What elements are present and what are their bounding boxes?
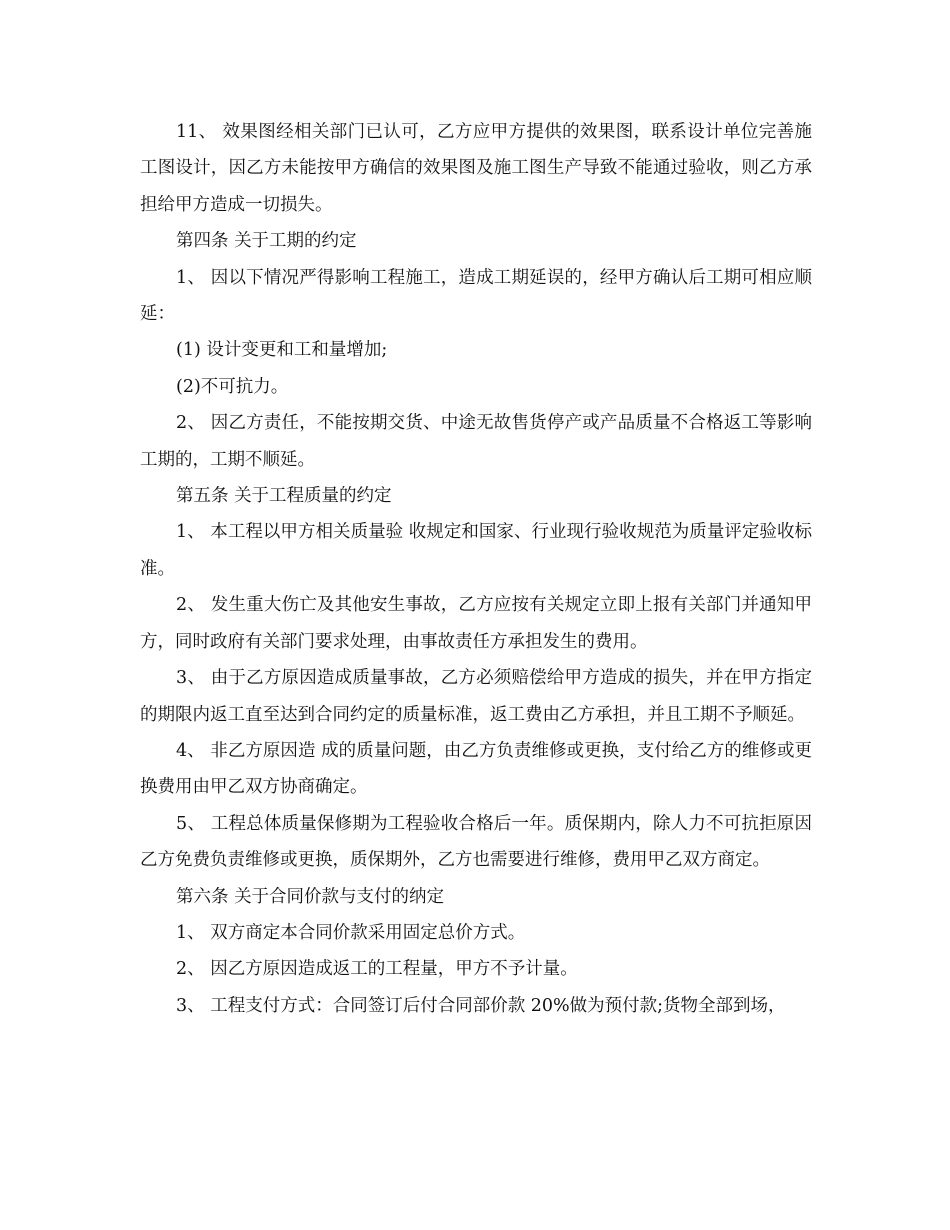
article-5-clause-5-paragraph: 5、 工程总体质量保修期为工程验收合格后一年。质保期内，除人力不可抗拒原因乙方免费负责维修或更换，质保期外，乙方也需要进行维修，费用甲乙双方商定。 (140, 813, 812, 871)
article-5-clause-1-paragraph: 1、 本工程以甲方相关质量验 收规定和国家、行业现行验收规范为质量评定验收标准。 (140, 522, 812, 579)
article-6-clause-2-paragraph: 2、 因乙方原因造成返工的工程量，甲方不予计量。 (176, 959, 578, 980)
article-4-clause-2-paragraph: 2、 因乙方责任，不能按期交货、中途无故售货停产或产品质量不合格返工等影响工期的，工期不顺延。 (140, 413, 812, 470)
article-5-heading: 第五条 关于工程质量的约定 (176, 486, 392, 507)
article-6-clause-3-paragraph: 3、 工程支付方式：合同签订后付合同部价款 20%做为预付款;货物全部到场， (176, 995, 786, 1016)
article-4-clause-1-paragraph: 1、 因以下情况严得影响工程施工，造成工期延误的，经甲方确认后工期可相应顺延： (140, 267, 812, 325)
article-4-heading: 第四条 关于工期的约定 (176, 231, 357, 252)
article-5-clause-3-paragraph: 3、 由于乙方原因造成质量事故，乙方必须赔偿给甲方造成的损失，并在甲方指定的期限内返工直至达到合同约定的质量标准，返工费由乙方承担，并且工期不予顺延。 (140, 668, 812, 725)
article-6-clause-1-paragraph: 1、 双方商定本合同价款采用固定总价方式。 (176, 922, 526, 943)
article-5-clause-4-paragraph: 4、 非乙方原因造 成的质量问题，由乙方负责维修或更换，支付给乙方的维修或更换费用由甲乙双方协商确定。 (140, 740, 812, 798)
document-body (140, 114, 812, 1024)
article-5-clause-2-paragraph: 2、 发生重大伤亡及其他安生事故，乙方应按有关规定立即上报有关部门并通知甲方，同时政府有关部门要求处理，由事故责任方承担发生的费用。 (140, 595, 812, 652)
article-4-item-2-paragraph: (2)不可抗力。 (176, 376, 289, 397)
article-4-item-1-paragraph: (1) 设计变更和工和量增加; (176, 340, 388, 361)
clause-11-paragraph: 11、 效果图经相关部门已认可，乙方应甲方提供的效果图，联系设计单位完善施工图设计，因乙方未能按甲方确信的效果图及施工图生产导致不能通过验收，则乙方承担给甲方造成一切损失。 (140, 122, 812, 215)
article-6-heading: 第六条 关于合同价款与支付的纳定 (176, 886, 445, 907)
